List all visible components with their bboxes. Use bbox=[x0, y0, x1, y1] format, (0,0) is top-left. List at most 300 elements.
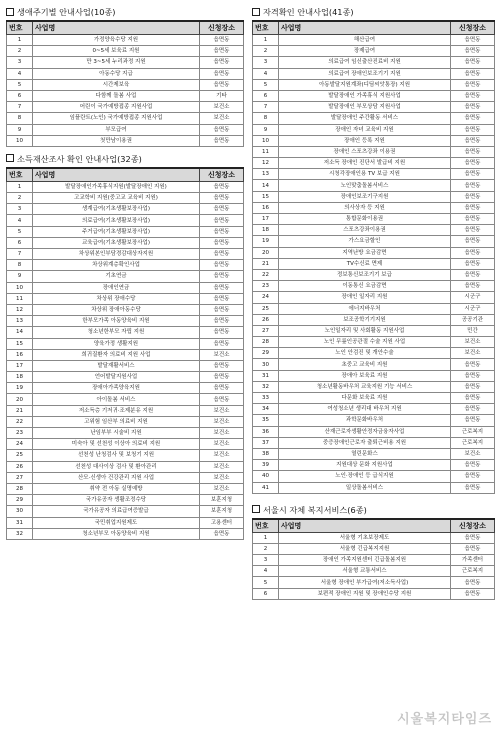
row-program-name: 첫만남이용권 bbox=[33, 135, 200, 146]
row-number: 27 bbox=[7, 472, 33, 483]
row-number: 5 bbox=[253, 79, 279, 90]
section-title-seoul: 서울시 자체 복지서비스(6종) bbox=[252, 504, 495, 516]
row-number: 15 bbox=[7, 338, 33, 349]
table-row bbox=[7, 282, 244, 293]
table-row bbox=[7, 68, 244, 79]
row-number: 37 bbox=[253, 437, 279, 448]
row-program-name: 노인일자리 및 사회활동 지원사업 bbox=[279, 325, 451, 336]
table-row bbox=[253, 113, 495, 124]
table-row bbox=[7, 472, 244, 483]
row-program-name: 통합문화이용권 bbox=[279, 214, 451, 225]
row-program-name: 지원대상 문화 지원사업 bbox=[279, 460, 451, 471]
row-program-name: 언어발달지원사업 bbox=[33, 372, 200, 383]
row-number: 2 bbox=[7, 193, 33, 204]
row-application-place: 읍면동 bbox=[200, 360, 244, 371]
header-application-place: 신청장소 bbox=[200, 21, 244, 35]
row-program-name: 장애인 가족지원센터 긴급돌봄지원 bbox=[279, 555, 451, 566]
row-number: 1 bbox=[253, 532, 279, 543]
row-application-place: 보건소 bbox=[200, 472, 244, 483]
row-program-name: 미숙아 및 선천성 이상아 의료비 지원 bbox=[33, 439, 200, 450]
row-application-place: 보훈지청 bbox=[200, 495, 244, 506]
table-row bbox=[253, 381, 495, 392]
table-row bbox=[7, 450, 244, 461]
table-row bbox=[253, 448, 495, 459]
row-number: 7 bbox=[253, 102, 279, 113]
table-row bbox=[7, 517, 244, 528]
row-program-name: 아이돌봄 서비스 bbox=[33, 394, 200, 405]
row-program-name: 발달장애인 부모상담 지원사업 bbox=[279, 102, 451, 113]
row-number: 1 bbox=[7, 181, 33, 192]
row-program-name: 발달재활서비스 bbox=[33, 360, 200, 371]
table-row bbox=[7, 124, 244, 135]
row-application-place: 가족센터 bbox=[451, 555, 495, 566]
row-application-place: 읍면동 bbox=[200, 528, 244, 539]
row-number: 30 bbox=[253, 359, 279, 370]
row-number: 30 bbox=[7, 506, 33, 517]
row-number: 2 bbox=[7, 46, 33, 57]
row-program-name: 시간제보육 bbox=[33, 79, 200, 90]
table-row bbox=[253, 543, 495, 554]
row-number: 24 bbox=[7, 439, 33, 450]
row-program-name: 고위험 임산부 의료비 지원 bbox=[33, 416, 200, 427]
table-row bbox=[7, 495, 244, 506]
row-application-place: 읍면동 bbox=[451, 532, 495, 543]
row-program-name: 장애인보조기구지원 bbox=[279, 191, 451, 202]
row-program-name: 아동발달지원계좌(디딤씨앗통장) 지원 bbox=[279, 79, 451, 90]
table-row bbox=[7, 135, 244, 146]
row-application-place: 읍면동 bbox=[200, 282, 244, 293]
row-number: 20 bbox=[7, 394, 33, 405]
table-row bbox=[253, 566, 495, 577]
row-number: 36 bbox=[253, 426, 279, 437]
row-program-name: 청소년활동바우처 교육지원 기능 서비스 bbox=[279, 381, 451, 392]
table-row bbox=[7, 483, 244, 494]
row-application-place: 읍면동 bbox=[451, 247, 495, 258]
row-program-name: 시청각장애인용 TV 보급 지원 bbox=[279, 169, 451, 180]
row-number: 9 bbox=[7, 124, 33, 135]
row-number: 31 bbox=[7, 517, 33, 528]
row-number: 17 bbox=[253, 214, 279, 225]
row-program-name: 노인맞춤돌봄서비스 bbox=[279, 180, 451, 191]
row-application-place: 읍면동 bbox=[200, 271, 244, 282]
table-row bbox=[253, 303, 495, 314]
row-program-name: 가정양육수당 지원 bbox=[33, 35, 200, 46]
row-number: 11 bbox=[253, 146, 279, 157]
row-program-name: 차상위 장애아동수당 bbox=[33, 304, 200, 315]
row-number: 17 bbox=[7, 360, 33, 371]
table-row bbox=[7, 383, 244, 394]
row-number: 16 bbox=[7, 349, 33, 360]
table-row bbox=[253, 180, 495, 191]
header-application-place: 신청장소 bbox=[200, 168, 244, 182]
life-cycle-rows bbox=[7, 35, 244, 147]
table-row bbox=[253, 482, 495, 493]
row-number: 41 bbox=[253, 482, 279, 493]
row-number: 3 bbox=[7, 57, 33, 68]
row-program-name: 교육급여(기초생활보장사업) bbox=[33, 237, 200, 248]
row-program-name: 다함께 돌봄 사업 bbox=[33, 90, 200, 101]
table-row bbox=[253, 169, 495, 180]
row-application-place: 보건소 bbox=[451, 337, 495, 348]
row-number: 7 bbox=[7, 249, 33, 260]
table-row bbox=[7, 327, 244, 338]
row-application-place: 읍면동 bbox=[200, 79, 244, 90]
row-application-place: 읍면동 bbox=[451, 460, 495, 471]
row-number: 6 bbox=[7, 237, 33, 248]
table-row bbox=[253, 359, 495, 370]
row-program-name: 정보통신보조기기 보급 bbox=[279, 269, 451, 280]
table-row bbox=[7, 35, 244, 46]
row-number: 26 bbox=[7, 461, 33, 472]
seoul-table bbox=[252, 518, 495, 600]
table-row bbox=[253, 124, 495, 135]
table-row bbox=[253, 158, 495, 169]
table-row bbox=[7, 372, 244, 383]
row-program-name: 장애인연금 bbox=[33, 282, 200, 293]
row-application-place: 읍면동 bbox=[200, 327, 244, 338]
row-application-place: 보건소 bbox=[451, 348, 495, 359]
row-program-name: 발달장애인가족휴식지원(발달장애인 지원) bbox=[33, 181, 200, 192]
row-program-name: 이동통신 요금감면 bbox=[279, 281, 451, 292]
row-program-name: 발달장애인 가족휴식 지원사업 bbox=[279, 90, 451, 101]
row-number: 10 bbox=[7, 282, 33, 293]
row-program-name: 차상위본인부담경감대상자지원 bbox=[33, 249, 200, 260]
row-program-name: 부모급여 bbox=[33, 124, 200, 135]
row-application-place: 근로복지 bbox=[451, 566, 495, 577]
row-application-place: 읍면동 bbox=[451, 393, 495, 404]
row-number: 28 bbox=[7, 483, 33, 494]
row-number: 4 bbox=[253, 68, 279, 79]
row-application-place: 읍면동 bbox=[451, 113, 495, 124]
row-number: 7 bbox=[7, 102, 33, 113]
row-application-place: 읍면동 bbox=[451, 46, 495, 57]
row-application-place: 보건소 bbox=[200, 416, 244, 427]
table-row bbox=[253, 79, 495, 90]
row-number: 32 bbox=[253, 381, 279, 392]
header-number: 번호 bbox=[7, 168, 33, 182]
row-number: 8 bbox=[7, 260, 33, 271]
row-program-name: 여성청소년 생리대 바우처 지원 bbox=[279, 404, 451, 415]
row-number: 6 bbox=[7, 90, 33, 101]
row-application-place: 읍면동 bbox=[200, 316, 244, 327]
row-number: 34 bbox=[253, 404, 279, 415]
row-program-name: 초중고 교육비 지원 bbox=[279, 359, 451, 370]
table-row bbox=[253, 588, 495, 599]
row-number: 3 bbox=[253, 555, 279, 566]
row-program-name: 고교학비 지원(중고교 교육비 지원) bbox=[33, 193, 200, 204]
row-application-place: 시군구 bbox=[451, 303, 495, 314]
header-number: 번호 bbox=[7, 21, 33, 35]
row-program-name: 차상위계층확인사업 bbox=[33, 260, 200, 271]
row-application-place: 근로복지 bbox=[451, 426, 495, 437]
row-application-place: 읍면동 bbox=[451, 57, 495, 68]
row-number: 25 bbox=[253, 303, 279, 314]
table-row bbox=[7, 304, 244, 315]
row-application-place: 보건소 bbox=[451, 448, 495, 459]
table-row bbox=[7, 316, 244, 327]
table-row bbox=[253, 68, 495, 79]
row-application-place: 읍면동 bbox=[451, 90, 495, 101]
row-number: 23 bbox=[7, 428, 33, 439]
row-program-name: 기초연금 bbox=[33, 271, 200, 282]
row-application-place: 읍면동 bbox=[451, 577, 495, 588]
table-row bbox=[7, 506, 244, 517]
row-number: 22 bbox=[253, 269, 279, 280]
section-title-qualification: 자격확인 안내사업(41종) bbox=[252, 6, 495, 18]
row-application-place: 기타 bbox=[200, 90, 244, 101]
row-program-name: 해산급여 bbox=[279, 35, 451, 46]
table-row bbox=[7, 215, 244, 226]
row-application-place: 고용센터 bbox=[200, 517, 244, 528]
row-program-name: 만 3~5세 누리과정 지원 bbox=[33, 57, 200, 68]
row-number: 13 bbox=[7, 316, 33, 327]
row-number: 10 bbox=[253, 135, 279, 146]
header-application-place: 신청장소 bbox=[451, 519, 495, 533]
row-application-place: 보건소 bbox=[200, 349, 244, 360]
table-row bbox=[253, 348, 495, 359]
row-program-name: 국가유공자 의료급여증발급 bbox=[33, 506, 200, 517]
row-application-place: 읍면동 bbox=[451, 135, 495, 146]
row-program-name: 의사상자 등 지원 bbox=[279, 202, 451, 213]
table-row bbox=[253, 102, 495, 113]
table-row bbox=[7, 226, 244, 237]
table-row bbox=[7, 416, 244, 427]
row-number: 6 bbox=[253, 588, 279, 599]
row-number: 4 bbox=[7, 68, 33, 79]
row-number: 12 bbox=[7, 304, 33, 315]
table-row bbox=[253, 426, 495, 437]
row-program-name: 의료급여 임신출산진료비 지원 bbox=[279, 57, 451, 68]
row-number: 15 bbox=[253, 191, 279, 202]
row-number: 1 bbox=[7, 35, 33, 46]
row-program-name: 서울형 교통서비스 bbox=[279, 566, 451, 577]
row-number: 18 bbox=[253, 225, 279, 236]
row-program-name: 에너지바우처 bbox=[279, 303, 451, 314]
table-row bbox=[7, 113, 244, 124]
table-row bbox=[253, 404, 495, 415]
table-row bbox=[253, 577, 495, 588]
row-program-name: 장애인 일자리 지원 bbox=[279, 292, 451, 303]
row-number: 24 bbox=[253, 292, 279, 303]
row-number: 32 bbox=[7, 528, 33, 539]
row-number: 10 bbox=[7, 135, 33, 146]
row-application-place: 읍면동 bbox=[451, 370, 495, 381]
row-application-place: 읍면동 bbox=[451, 543, 495, 554]
table-row bbox=[253, 314, 495, 325]
table-row bbox=[7, 102, 244, 113]
table-row bbox=[253, 269, 495, 280]
table-row bbox=[253, 337, 495, 348]
table-row bbox=[7, 271, 244, 282]
row-program-name: 취약 전 아동 실명예방 bbox=[33, 483, 200, 494]
row-application-place: 읍면동 bbox=[451, 169, 495, 180]
row-number: 35 bbox=[253, 415, 279, 426]
row-application-place: 읍면동 bbox=[451, 281, 495, 292]
row-application-place: 읍면동 bbox=[200, 35, 244, 46]
row-program-name: 산재근로자생활안정자금융자사업 bbox=[279, 426, 451, 437]
row-number: 21 bbox=[253, 258, 279, 269]
row-program-name: 노인 안검진 및 개안수술 bbox=[279, 348, 451, 359]
row-number: 9 bbox=[7, 271, 33, 282]
row-program-name: 저소득 장애인 진단서 발급비 지원 bbox=[279, 158, 451, 169]
table-row bbox=[253, 146, 495, 157]
row-program-name: 양육가정 생활지원 bbox=[33, 338, 200, 349]
header-program-name: 사업명 bbox=[279, 519, 451, 533]
table-row bbox=[253, 202, 495, 213]
row-number: 22 bbox=[7, 416, 33, 427]
table-row bbox=[7, 338, 244, 349]
row-application-place: 읍면동 bbox=[451, 102, 495, 113]
row-application-place: 읍면동 bbox=[451, 225, 495, 236]
row-number: 29 bbox=[253, 348, 279, 359]
row-application-place: 읍면동 bbox=[451, 269, 495, 280]
table-row bbox=[253, 258, 495, 269]
row-application-place: 읍면동 bbox=[200, 338, 244, 349]
row-program-name: 발달장애인 주간활동 서비스 bbox=[279, 113, 451, 124]
row-application-place: 보건소 bbox=[200, 405, 244, 416]
row-application-place: 읍면동 bbox=[451, 35, 495, 46]
row-application-place: 읍면동 bbox=[451, 180, 495, 191]
table-row bbox=[7, 79, 244, 90]
table-row bbox=[253, 281, 495, 292]
row-program-name: 저소득층 기저귀·조제분유 지원 bbox=[33, 405, 200, 416]
table-row bbox=[7, 90, 244, 101]
row-program-name: 국민취업지원제도 bbox=[33, 517, 200, 528]
row-application-place: 민간 bbox=[451, 325, 495, 336]
row-program-name: 선천성 난청검사 및 보청기 지원 bbox=[33, 450, 200, 461]
table-row bbox=[253, 437, 495, 448]
row-application-place: 읍면동 bbox=[451, 381, 495, 392]
row-number: 11 bbox=[7, 293, 33, 304]
row-program-name: 차상위 장애수당 bbox=[33, 293, 200, 304]
row-application-place: 읍면동 bbox=[451, 124, 495, 135]
row-application-place: 읍면동 bbox=[451, 79, 495, 90]
table-row bbox=[7, 204, 244, 215]
table-row bbox=[7, 260, 244, 271]
life-cycle-table bbox=[6, 20, 244, 147]
row-application-place: 읍면동 bbox=[451, 258, 495, 269]
row-number: 13 bbox=[253, 169, 279, 180]
row-application-place: 읍면동 bbox=[200, 226, 244, 237]
table-row bbox=[253, 57, 495, 68]
row-program-name: 0~5세 보육료 지원 bbox=[33, 46, 200, 57]
row-application-place: 읍면동 bbox=[200, 193, 244, 204]
seoul-rows bbox=[253, 532, 495, 599]
row-program-name: 청소년부모 아동양육비 지원 bbox=[33, 528, 200, 539]
section-title-income: 소득재산조사 확인 안내사업(32종) bbox=[6, 153, 244, 165]
table-row bbox=[253, 460, 495, 471]
checkbox-square-icon bbox=[6, 154, 14, 162]
header-application-place: 신청장소 bbox=[451, 21, 495, 35]
row-application-place: 읍면동 bbox=[451, 68, 495, 79]
row-number: 9 bbox=[253, 124, 279, 135]
row-program-name: 서울형 장애인 부가급여(저소득사업) bbox=[279, 577, 451, 588]
row-program-name: 장애인 스포츠강좌 이용권 bbox=[279, 146, 451, 157]
row-number: 5 bbox=[7, 79, 33, 90]
row-number: 20 bbox=[253, 247, 279, 258]
row-application-place: 읍면동 bbox=[451, 214, 495, 225]
row-program-name: 서울형 기초보장제도 bbox=[279, 532, 451, 543]
row-application-place: 읍면동 bbox=[200, 204, 244, 215]
row-number: 2 bbox=[253, 46, 279, 57]
table-row bbox=[253, 292, 495, 303]
table-row bbox=[7, 461, 244, 472]
row-number: 31 bbox=[253, 370, 279, 381]
table-row bbox=[253, 415, 495, 426]
row-application-place: 읍면동 bbox=[200, 181, 244, 192]
row-program-name: 스포츠강좌이용권 bbox=[279, 225, 451, 236]
qualification-rows bbox=[253, 35, 495, 494]
row-program-name: 산모·신생아 건강관리 지원 사업 bbox=[33, 472, 200, 483]
table-row bbox=[253, 191, 495, 202]
row-number: 18 bbox=[7, 372, 33, 383]
header-number: 번호 bbox=[253, 21, 279, 35]
row-application-place: 읍면동 bbox=[451, 404, 495, 415]
row-number: 14 bbox=[253, 180, 279, 191]
income-rows bbox=[7, 181, 244, 539]
table-row bbox=[253, 532, 495, 543]
row-program-name: 선천성 대사이상 검사 및 환아관리 bbox=[33, 461, 200, 472]
row-application-place: 읍면동 bbox=[451, 236, 495, 247]
row-number: 26 bbox=[253, 314, 279, 325]
row-application-place: 읍면동 bbox=[451, 191, 495, 202]
row-number: 29 bbox=[7, 495, 33, 506]
table-row bbox=[7, 349, 244, 360]
table-row bbox=[7, 428, 244, 439]
row-program-name: 의료급여(기초생활보장사업) bbox=[33, 215, 200, 226]
watermark: 시울복지타임즈 bbox=[397, 712, 492, 727]
row-application-place: 보건소 bbox=[200, 102, 244, 113]
row-number: 21 bbox=[7, 405, 33, 416]
row-number: 8 bbox=[7, 113, 33, 124]
row-program-name: 의료급여 장애인보조기기 지원 bbox=[279, 68, 451, 79]
row-number: 4 bbox=[253, 566, 279, 577]
row-application-place: 보훈지청 bbox=[200, 506, 244, 517]
row-number: 39 bbox=[253, 460, 279, 471]
row-application-place: 시군구 bbox=[451, 292, 495, 303]
row-application-place: 읍면동 bbox=[200, 372, 244, 383]
row-program-name: 가스요금할인 bbox=[279, 236, 451, 247]
table-row bbox=[7, 528, 244, 539]
table-row bbox=[7, 439, 244, 450]
row-program-name: 장제급여 bbox=[279, 46, 451, 57]
row-program-name: 어린이 국가예방접종 지원사업 bbox=[33, 102, 200, 113]
row-application-place: 읍면동 bbox=[200, 249, 244, 260]
row-program-name: 청소년한부모 자립 지원 bbox=[33, 327, 200, 338]
row-application-place: 읍면동 bbox=[451, 415, 495, 426]
row-application-place: 읍면동 bbox=[200, 135, 244, 146]
table-row bbox=[253, 471, 495, 482]
row-number: 19 bbox=[7, 383, 33, 394]
row-program-name: 일상돌봄서비스 bbox=[279, 482, 451, 493]
row-number: 27 bbox=[253, 325, 279, 336]
row-application-place: 읍면동 bbox=[200, 394, 244, 405]
row-program-name: 장애인 자녀 교육비 지원 bbox=[279, 124, 451, 135]
table-row bbox=[7, 193, 244, 204]
row-program-name: 장애아가족양육지원 bbox=[33, 383, 200, 394]
row-program-name: 장애아 보육료 지원 bbox=[279, 370, 451, 381]
row-application-place: 보건소 bbox=[200, 113, 244, 124]
table-row bbox=[253, 555, 495, 566]
row-number: 16 bbox=[253, 202, 279, 213]
row-number: 25 bbox=[7, 450, 33, 461]
row-program-name: 아동수당 지급 bbox=[33, 68, 200, 79]
income-table bbox=[6, 167, 244, 540]
table-row bbox=[7, 57, 244, 68]
row-program-name: 보조공학기기지원 bbox=[279, 314, 451, 325]
section-title-life-cycle: 생애주기별 안내사업(10종) bbox=[6, 6, 244, 18]
checkbox-square-icon bbox=[6, 8, 14, 16]
